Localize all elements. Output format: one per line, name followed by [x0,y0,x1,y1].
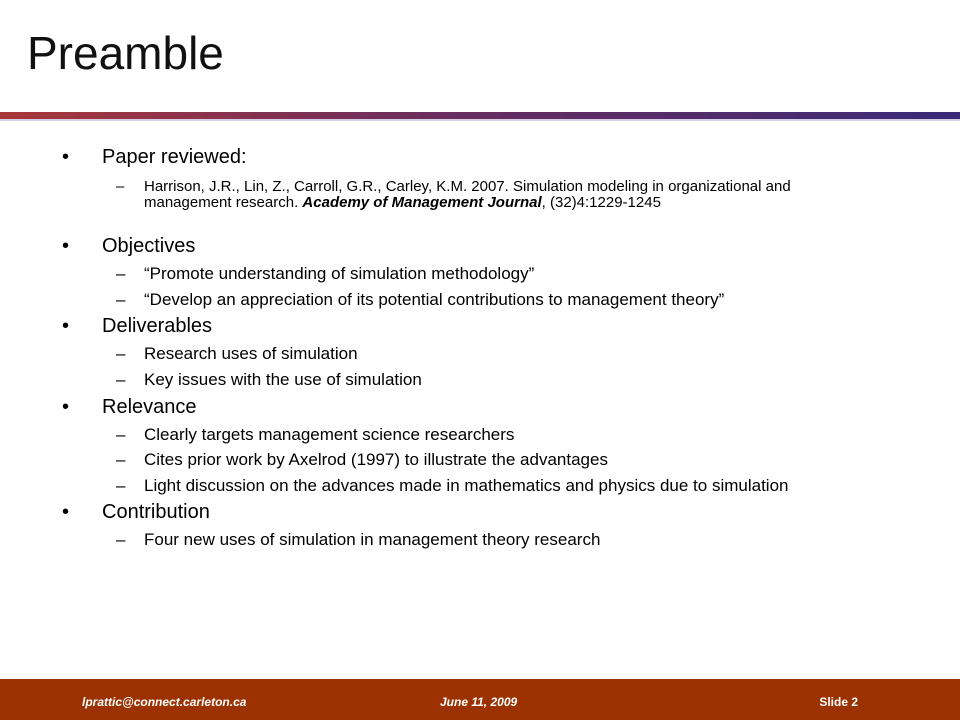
footer-slide-number: Slide 2 [819,695,858,709]
citation-text: Harrison, J.R., Lin, Z., Carroll, G.R., Carley, K.M. 2007. Simulation modeling in organizational and management research. [144,178,791,212]
list-item [62,264,852,284]
item-text: Research uses of simulation [144,344,358,364]
list-item [62,425,852,445]
slide-body [62,146,852,550]
dash-marker: – [116,289,126,309]
list-item [62,530,852,550]
list-item [62,344,852,364]
item-text: “Develop an appreciation of its potential contributions to management theory” [144,289,725,309]
bullet-heading [62,315,852,338]
slide-title: Preamble [27,27,224,79]
section-paper-reviewed [62,146,852,211]
citation-volume: , (32)4:1229-1245 [541,194,661,212]
dash-marker: – [116,530,126,550]
list-item [62,290,852,310]
heading-text: Deliverables [102,315,213,338]
dash-marker: – [116,178,125,195]
slide-footer [0,679,960,720]
heading-text: Relevance [102,395,197,418]
footer-date: June 11, 2009 [440,695,518,709]
title-divider [0,112,960,119]
bullet-marker: • [62,315,70,338]
dash-marker: – [116,450,126,470]
section-relevance [62,396,852,496]
dash-marker: – [116,370,126,390]
bullet-heading [62,396,852,419]
dash-marker: – [116,344,126,364]
item-text: Four new uses of simulation in management theory research [144,530,601,550]
item-text: Light discussion on the advances made in mathematics and physics due to simulation [144,475,789,495]
bullet-marker: • [62,395,70,418]
section-deliverables [62,315,852,389]
list-item [62,450,852,470]
dash-marker: – [116,264,126,284]
item-text: “Promote understanding of simulation methodology” [144,264,535,284]
bullet-heading [62,501,852,524]
journal-name: Academy of Management Journal [302,194,542,212]
bullet-heading [62,235,852,258]
dash-marker: – [116,475,126,495]
bullet-marker: • [62,501,70,524]
heading-text: Contribution [102,501,210,524]
bullet-heading [62,146,852,169]
heading-text: Objectives [102,235,196,258]
list-item [62,476,852,496]
heading-text: Paper reviewed: [102,146,247,168]
footer-email: lprattic@connect.carleton.ca [82,695,247,709]
item-text: Clearly targets management science researchers [144,424,515,444]
dash-marker: – [116,424,126,444]
citation-item [62,179,852,211]
item-text: Key issues with the use of simulation [144,370,422,390]
bullet-marker: • [62,235,70,258]
bullet-marker: • [62,146,70,168]
list-item [62,370,852,390]
section-contribution [62,501,852,550]
section-objectives [62,235,852,309]
item-text: Cites prior work by Axelrod (1997) to illustrate the advantages [144,450,608,470]
